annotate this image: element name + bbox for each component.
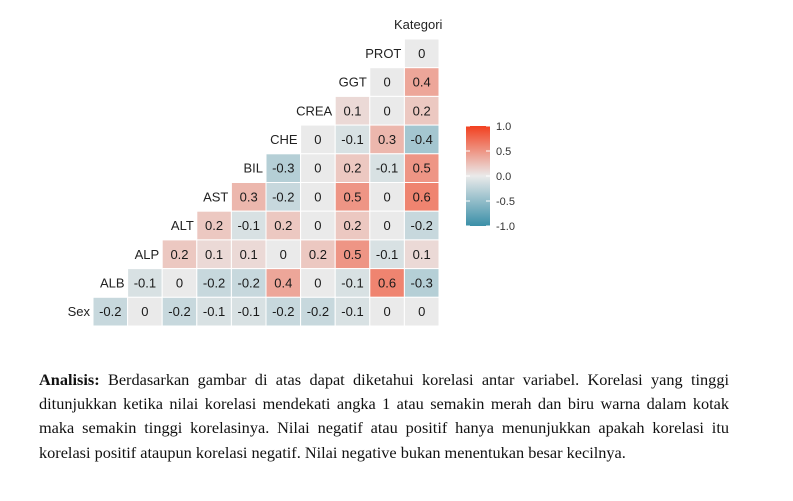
color-legend bbox=[466, 121, 515, 233]
heatmap-cell-value: 0 bbox=[314, 218, 322, 234]
heatmap-cell-value: 0.2 bbox=[308, 246, 327, 262]
top-variable-label: Kategori bbox=[394, 17, 443, 32]
heatmap-cell-value: 0 bbox=[383, 74, 391, 90]
heatmap-cell-value: -0.4 bbox=[410, 131, 433, 147]
heatmap-cell-value: -0.1 bbox=[237, 218, 260, 234]
heatmap-cell-value: -0.1 bbox=[341, 275, 364, 291]
row-label: CREA bbox=[296, 103, 333, 119]
row-label: GGT bbox=[338, 74, 367, 90]
heatmap-cell-value: 0.1 bbox=[205, 246, 224, 262]
heatmap-cell-value: -0.1 bbox=[375, 160, 399, 176]
heatmap-cell-value: 0 bbox=[314, 275, 322, 291]
row-label: CHE bbox=[270, 131, 298, 147]
heatmap-cell-value: 0.5 bbox=[412, 160, 431, 176]
heatmap-cell-value: 0.5 bbox=[343, 189, 362, 205]
heatmap-cell-value: -0.2 bbox=[272, 189, 295, 205]
row-label: ALT bbox=[170, 218, 194, 234]
row-label: Sex bbox=[67, 304, 90, 320]
analysis-text: Berdasarkan gambar di atas dapat diketahui korelasi antar variabel. Korelasi yang tinggi ditunjukkan ketika nilai korelasi mendekati angka 1 atau semakin merah dan biru warna dalam kotak maka semakin tinggi korelasinya. Nilai negatif atau positif hanya menunjukkan apakah korelasi itu korelasi positif ataupun korelasi negatif. Nilai negative bukan menentukan besar kecilnya. bbox=[39, 370, 729, 462]
heatmap-cell-value: 0 bbox=[383, 304, 391, 320]
heatmap-cell-value: 0 bbox=[418, 45, 426, 61]
heatmap-cell-value: 0 bbox=[175, 275, 184, 291]
heatmap-cell-value: 0 bbox=[383, 103, 391, 119]
heatmap-cell-value: 0.2 bbox=[343, 160, 362, 176]
heatmap-cell-value: -0.2 bbox=[202, 275, 226, 291]
heatmap-cell-value: 0 bbox=[383, 218, 391, 234]
heatmap-cell-value: -0.2 bbox=[306, 304, 330, 320]
row-label: ALB bbox=[100, 275, 125, 291]
heatmap-cell-value: 0 bbox=[314, 131, 322, 147]
heatmap-cell-value: -0.1 bbox=[202, 304, 226, 320]
heatmap-cell-value: -0.2 bbox=[237, 275, 260, 291]
heatmap-cell-value: 0.6 bbox=[412, 189, 431, 205]
row-label: AST bbox=[203, 189, 229, 205]
heatmap-cell-value: 0.4 bbox=[274, 275, 293, 291]
row-label: BIL bbox=[243, 160, 263, 176]
heatmap-cells bbox=[93, 39, 439, 326]
heatmap-cell-value: 0.6 bbox=[378, 275, 397, 291]
legend-tick-label: -0.5 bbox=[496, 196, 515, 208]
heatmap-cell-value: -0.1 bbox=[237, 304, 260, 320]
heatmap-cell-value: 0.2 bbox=[274, 218, 293, 234]
heatmap-cell-value: 0.4 bbox=[412, 74, 431, 90]
heatmap-cell-value: -0.1 bbox=[341, 131, 364, 147]
row-label: ALP bbox=[134, 246, 160, 262]
heatmap-cell-value: -0.2 bbox=[99, 304, 122, 320]
heatmap-cell-value: 0.5 bbox=[343, 246, 362, 262]
heatmap-cell-value: 0 bbox=[314, 189, 322, 205]
analysis-label: Analisis: bbox=[39, 370, 100, 389]
heatmap-cell-value: 0.3 bbox=[378, 131, 397, 147]
heatmap-cell-value: 0.1 bbox=[343, 103, 362, 119]
heatmap-cell-value: 0 bbox=[383, 189, 391, 205]
heatmap-cell-value: 0.3 bbox=[239, 189, 258, 205]
heatmap-cell-value: -0.1 bbox=[341, 304, 364, 320]
legend-tick-label: 0.5 bbox=[496, 146, 512, 158]
heatmap-cell-value: 0.1 bbox=[412, 246, 431, 262]
heatmap-cell-value: 0.2 bbox=[343, 218, 362, 234]
heatmap-cell-value: -0.2 bbox=[272, 304, 295, 320]
heatmap-cell-value: -0.3 bbox=[272, 160, 295, 176]
heatmap-cell-value: 0.2 bbox=[205, 218, 224, 234]
heatmap-cell-value: -0.3 bbox=[410, 275, 433, 291]
heatmap-cell-value: -0.1 bbox=[375, 246, 399, 262]
heatmap-cell-value: 0 bbox=[279, 246, 287, 262]
legend-tick-label: 1.0 bbox=[496, 121, 512, 133]
legend-tick-label: 0.0 bbox=[496, 171, 512, 183]
heatmap-cell-value: -0.1 bbox=[133, 275, 157, 291]
heatmap-cell-value: 0.2 bbox=[170, 246, 189, 262]
heatmap-cell-value: 0 bbox=[314, 160, 322, 176]
heatmap-cell-value: -0.2 bbox=[410, 218, 433, 234]
heatmap-cell-value: -0.2 bbox=[168, 304, 191, 320]
heatmap-cell-value: 0 bbox=[418, 304, 426, 320]
heatmap-cell-value: 0 bbox=[141, 304, 149, 320]
heatmap-cell-value: 0.1 bbox=[239, 246, 258, 262]
analysis-paragraph bbox=[39, 368, 729, 465]
legend-tick-label: -1.0 bbox=[496, 221, 515, 233]
heatmap-cell-value: 0.2 bbox=[412, 103, 431, 119]
row-label: PROT bbox=[365, 45, 402, 61]
